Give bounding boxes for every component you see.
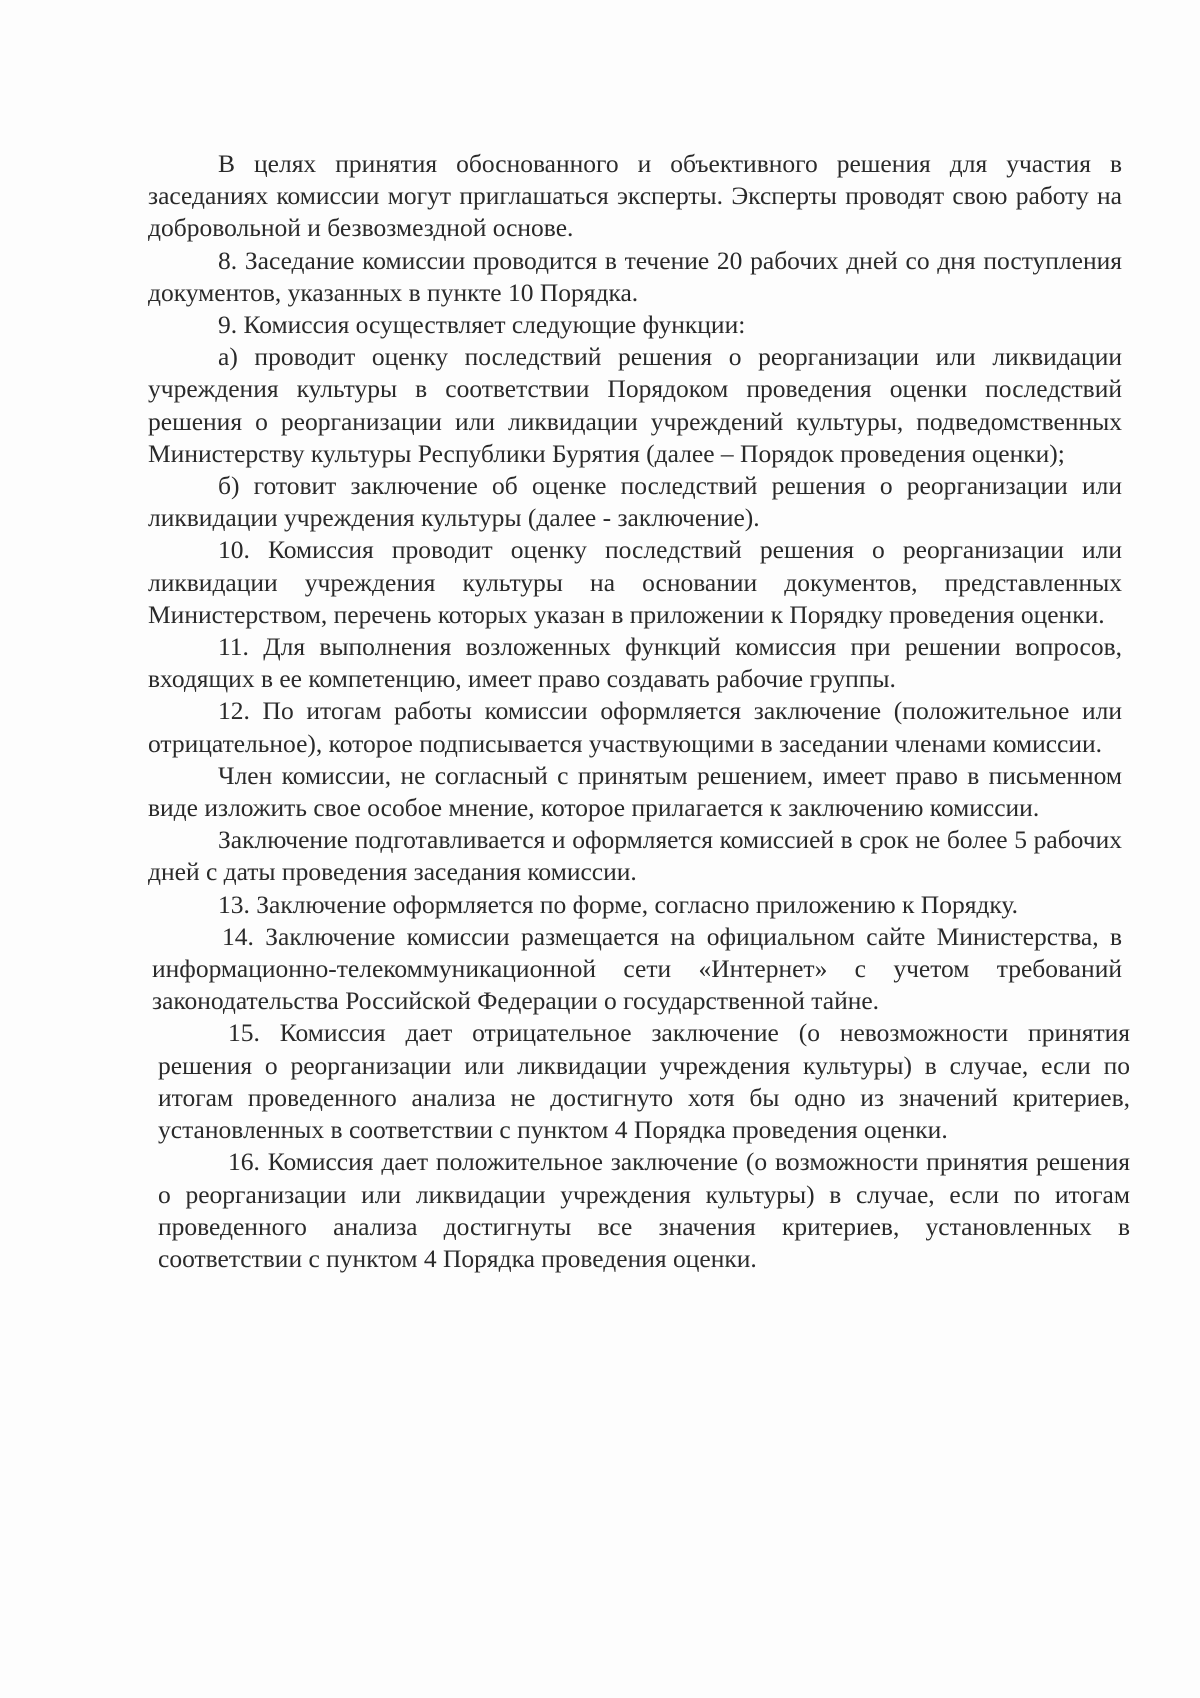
paragraph-12: 12. По итогам работы комиссии оформляется заключение (положительное или отрицательное), которое подписывается участвующими в заседании членами комиссии. bbox=[148, 696, 1122, 758]
paragraph-experts: В целях принятия обоснованного и объективного решения для участия в заседаниях комиссии могут приглашаться эксперты. Эксперты проводят свою работу на добровольной и безвозмездной основе. bbox=[148, 149, 1122, 243]
paragraph-16: 16. Комиссия дает положительное заключение (о возможности принятия решения о реорганизации или ликвидации учреждения культуры) в случае, если по итогам проведенного анализа достигнуты все значения критериев, установленных в соответствии с пунктом 4 Порядка проведения оценки. bbox=[158, 1147, 1130, 1273]
paragraph-10: 10. Комиссия проводит оценку последствий решения о реорганизации или ликвидации учреждения культуры на основании документов, представленных Министерством, перечень которых указан в приложении к Порядку проведения оценки. bbox=[148, 535, 1122, 629]
paragraph-15: 15. Комиссия дает отрицательное заключение (о невозможности принятия решения о реорганизации или ликвидации учреждения культуры) в случае, если по итогам проведенного анализа не достигнуто хотя бы одно из значений критериев, установленных в соответствии с пунктом 4 Порядка проведения оценки. bbox=[158, 1018, 1130, 1145]
paragraph-14: 14. Заключение комиссии размещается на официальном сайте Министерства, в информационно-телекоммуникационной сети «Интернет» с учетом требований законодательства Российской Федерации о государственной тайне. bbox=[152, 921, 1122, 1016]
paragraph-dissent: Член комиссии, не согласный с принятым решением, имеет право в письменном виде изложить свое особое мнение, которое прилагается к заключению комиссии. bbox=[148, 760, 1122, 823]
document-body bbox=[148, 148, 1130, 1275]
paragraph-9a: а) проводит оценку последствий решения о реорганизации или ликвидации учреждения культуры в соответствии Порядоком проведения оценки последствий решения о реорганизации или ликвидации учреждений культуры, подведомственных Министерству культуры Республики Бурятия (далее – Порядок проведения оценки); bbox=[148, 342, 1122, 468]
paragraph-11: 11. Для выполнения возложенных функций комиссия при решении вопросов, входящих в ее компетенцию, имеет право создавать рабочие группы. bbox=[148, 632, 1122, 694]
paragraph-9: 9. Комиссия осуществляет следующие функции: bbox=[218, 310, 746, 340]
paragraph-13: 13. Заключение оформляется по форме, согласно приложению к Порядку. bbox=[218, 889, 1019, 919]
paragraph-8: 8. Заседание комиссии проводится в течение 20 рабочих дней со дня поступления документов, указанных в пункте 10 Порядка. bbox=[148, 245, 1122, 307]
paragraph-deadline: Заключение подготавливается и оформляется комиссией в срок не более 5 рабочих дней с даты проведения заседания комиссии. bbox=[148, 825, 1122, 887]
paragraph-9b: б) готовит заключение об оценке последствий решения о реорганизации или ликвидации учреждения культуры (далее - заключение). bbox=[148, 471, 1122, 533]
